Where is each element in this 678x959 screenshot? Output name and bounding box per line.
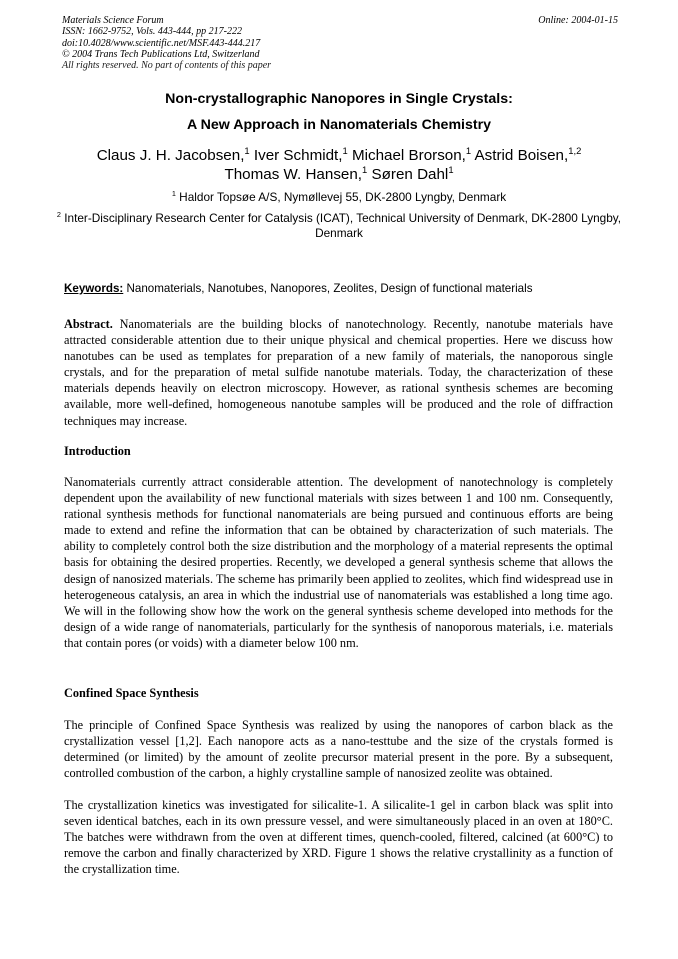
author-line-2 [40, 165, 638, 184]
abstract-label: Abstract. [64, 317, 113, 331]
keywords-label: Keywords: [64, 282, 124, 295]
journal-name: Materials Science Forum [62, 15, 164, 26]
keywords [64, 282, 624, 295]
affiliation-text: Inter-Disciplinary Research Center for Catalysis (ICAT), Technical University of Denmark, DK-2800 Lyngby, Denmark [60, 211, 622, 240]
abstract-paragraph [64, 316, 613, 429]
author-name: Astrid Boisen, [471, 147, 569, 164]
section-heading-confined-space-synthesis: Confined Space Synthesis [64, 686, 199, 700]
copyright-line: © 2004 Trans Tech Publications Ltd, Switzerland [62, 48, 260, 60]
keywords-text: Nanomaterials, Nanotubes, Nanopores, Zeolites, Design of functional materials [123, 282, 533, 295]
journal-header [62, 15, 618, 72]
doi-line: doi:10.4028/www.scientific.net/MSF.443-444.217 [62, 37, 261, 49]
paper-title-line-1: Non-crystallographic Nanopores in Single Crystals: [165, 91, 513, 107]
author-affiliation-mark: 1 [448, 163, 454, 175]
issn-line: ISSN: 1662-9752, Vols. 443-444, pp 217-222 [62, 26, 242, 38]
author-name: Søren Dahl [367, 166, 449, 183]
confined-space-paragraph-1: The principle of Confined Space Synthesis was realized by using the nanopores of carbon black as the crystallization vessel [1,2]. Each nanopore acts as a nano-testtube and the size of the crystals formed is determined (or limited) by the amount of zeolite precursor material present in the pore. By a subsequent, controlled combustion of the carbon, a highly crystalline sample of nanosized zeolite was obtained. [64, 718, 613, 781]
author-affiliation-mark: 1 [362, 163, 368, 175]
author-affiliation-mark: 1,2 [568, 144, 582, 156]
affiliation-1 [40, 190, 638, 205]
affiliation-mark: 1 [171, 189, 176, 199]
author-name: Iver Schmidt, [249, 147, 343, 164]
author-name: Michael Brorson, [347, 147, 466, 164]
author-affiliation-mark: 1 [342, 144, 348, 156]
online-date: Online: 2004-01-15 [538, 15, 618, 26]
abstract-text: Nanomaterials are the building blocks of nanotechnology. Recently, nanotube materials have attracted considerable attention due to their unique physical and chemical properties. Here we discuss how nanotubes can be used as templates for preparation of a new family of materials, the nanoporous single crystals, and for the preparation of metal sulfide nanotube materials. Today, the characterization of these materials depends heavily on electron microscopy. However, as rational synthesis schemes are becoming available, more well-defined, homogeneous nanotube samples will be produced and the role of diffraction techniques may increase. [64, 317, 613, 428]
author-name: Claus J. H. Jacobsen, [96, 147, 245, 164]
author-name: Thomas W. Hansen, [224, 166, 363, 183]
affiliation-text: Haldor Topsøe A/S, Nymøllevej 55, DK-2800 Lyngby, Denmark [175, 190, 507, 204]
confined-space-paragraph-2: The crystallization kinetics was investigated for silicalite-1. A silicalite-1 gel in carbon black was split into seven identical batches, each in its own pressure vessel, and were simultaneously placed in an oven at 180°C. The batches were withdrawn from the oven at different times, quench-cooled, filtered, calcined (at 600°C) to remove the carbon and finally characterized by XRD. Figure 1 shows the relative crystallinity as a function of the crystallization time. [64, 798, 613, 877]
author-affiliation-mark: 1 [465, 144, 472, 156]
author-line-1 [40, 146, 638, 165]
affiliation-2 [40, 211, 638, 241]
author-list [40, 146, 638, 184]
introduction-paragraph: Nanomaterials currently attract considerable attention. The development of nanotechnology is completely dependent upon the availability of new functional materials with sizes between 1 and 100 nm. Consequently, rational synthesis methods for functional nanomaterials are being pursued and continuous efforts are being made to extend and refine the information that can be obtained by characterization of such materials. The ability to completely control both the size distribution and the morphology of a material represents the optimal basis for obtaining the desired properties. Recently, we developed a general synthesis scheme that allows the design of nanosized materials. The scheme has primarily been applied to zeolites, which find widespread use in heterogeneous catalysis, an area in which the industrial use of nanomaterials was established a long time ago. We will in the following show how the work on the general synthesis scheme developed into methods for the design of a wide range of nanomaterials, particularly for the synthesis of nanoporous materials, i.e. materials that contain pores (or voids) with a diameter below 100 nm. [64, 475, 613, 650]
section-heading-introduction: Introduction [64, 444, 131, 458]
affiliation-mark: 2 [56, 210, 61, 220]
paper-title-line-2: A New Approach in Nanomaterials Chemistry [186, 117, 492, 133]
author-affiliation-mark: 1 [244, 144, 250, 156]
cutoff-line: All rights reserved. No part of contents of this paper [62, 60, 272, 72]
